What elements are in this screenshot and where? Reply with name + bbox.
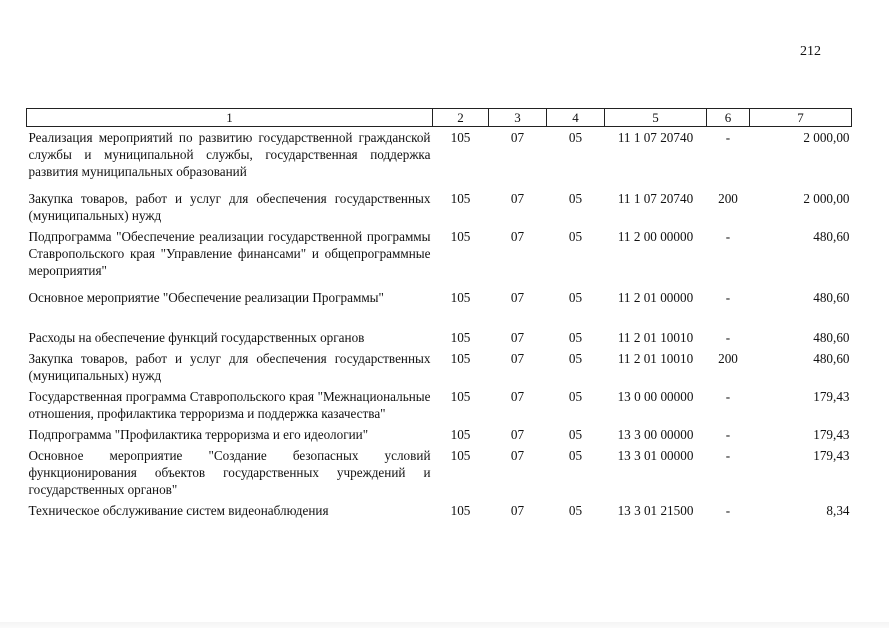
row-section: 07: [510, 351, 525, 366]
row-subsection: 05: [568, 389, 583, 404]
table-header: [27, 109, 852, 127]
table-row: [27, 127, 852, 189]
row-name: Подпрограмма "Обеспечение реализации государственной программы Ставропольского края "Управление финансами" и общепрограммные мероприятия": [28, 229, 431, 278]
row-name: Закупка товаров, работ и услуг для обеспечения государственных (муниципальных) нужд: [28, 351, 431, 383]
row-name: Основное мероприятие "Обеспечение реализации Программы": [28, 290, 384, 305]
row-subsection: 05: [568, 448, 583, 463]
row-ministry-code: 105: [450, 229, 471, 244]
row-expense-type: -: [725, 448, 731, 463]
header-col-2: 2: [433, 109, 489, 127]
row-subsection: 05: [568, 503, 583, 518]
header-col-4: 4: [547, 109, 605, 127]
row-name: Техническое обслуживание систем видеонаблюдения: [28, 503, 329, 518]
row-name: Основное мероприятие "Создание безопасных условий функционирования объектов государственных учреждений и государственных органов": [28, 448, 431, 497]
row-target-article: 13 3 01 21500: [617, 503, 694, 518]
row-expense-type: -: [725, 130, 731, 145]
table-row: [27, 386, 852, 424]
row-expense-type: -: [725, 330, 731, 345]
page-number: 212: [800, 44, 821, 59]
row-expense-type: -: [725, 389, 731, 404]
row-subsection: 05: [568, 130, 583, 145]
row-name: Расходы на обеспечение функций государственных органов: [28, 330, 365, 345]
row-subsection: 05: [568, 229, 583, 244]
row-expense-type: -: [725, 503, 731, 518]
table-row: [27, 348, 852, 386]
table-row: [27, 424, 852, 445]
row-ministry-code: 105: [450, 503, 471, 518]
row-ministry-code: 105: [450, 351, 471, 366]
row-target-article: 11 1 07 20740: [617, 130, 694, 145]
row-name: Закупка товаров, работ и услуг для обеспечения государственных (муниципальных) нужд: [28, 191, 431, 223]
row-target-article: 11 2 01 00000: [617, 290, 694, 305]
row-target-article: 11 2 01 10010: [617, 351, 694, 366]
row-subsection: 05: [568, 351, 583, 366]
table-row: [27, 287, 852, 327]
budget-table: [26, 108, 852, 521]
row-ministry-code: 105: [450, 191, 471, 206]
row-section: 07: [510, 191, 525, 206]
row-subsection: 05: [568, 191, 583, 206]
row-target-article: 11 2 01 10010: [617, 330, 694, 345]
row-ministry-code: 105: [450, 389, 471, 404]
row-amount: 179,43: [813, 427, 850, 442]
row-expense-type: 200: [718, 351, 738, 366]
row-ministry-code: 105: [450, 130, 471, 145]
row-target-article: 13 3 01 00000: [617, 448, 694, 463]
row-section: 07: [510, 448, 525, 463]
header-col-6: 6: [707, 109, 750, 127]
header-col-7: 7: [750, 109, 852, 127]
row-name: Реализация мероприятий по развитию государственной гражданской службы и муниципальной службы, государственная поддержка развития муниципальных образований: [28, 130, 431, 179]
row-expense-type: -: [725, 229, 731, 244]
row-amount: 480,60: [813, 351, 850, 366]
table-row: [27, 327, 852, 348]
header-col-5: 5: [605, 109, 707, 127]
row-ministry-code: 105: [450, 427, 471, 442]
header-col-1: 1: [27, 109, 433, 127]
row-expense-type: -: [725, 427, 731, 442]
row-section: 07: [510, 330, 525, 345]
row-target-article: 13 3 00 00000: [617, 427, 694, 442]
row-target-article: 13 0 00 00000: [617, 389, 694, 404]
table-row: [27, 445, 852, 500]
header-col-3: 3: [489, 109, 547, 127]
row-section: 07: [510, 229, 525, 244]
row-amount: 8,34: [826, 503, 850, 518]
row-ministry-code: 105: [450, 290, 471, 305]
row-amount: 179,43: [813, 448, 850, 463]
row-section: 07: [510, 389, 525, 404]
scan-edge-shadow: [0, 622, 889, 628]
row-amount: 2 000,00: [803, 191, 850, 206]
row-target-article: 11 2 00 00000: [617, 229, 694, 244]
row-name: Государственная программа Ставропольского края "Межнациональные отношения, профилактика терроризма и поддержка казачества": [28, 389, 431, 421]
row-amount: 179,43: [813, 389, 850, 404]
row-section: 07: [510, 290, 525, 305]
row-subsection: 05: [568, 427, 583, 442]
row-section: 07: [510, 427, 525, 442]
row-amount: 480,60: [813, 229, 850, 244]
row-amount: 480,60: [813, 330, 850, 345]
row-amount: 2 000,00: [803, 130, 850, 145]
row-expense-type: 200: [718, 191, 738, 206]
row-amount: 480,60: [813, 290, 850, 305]
table-row: [27, 188, 852, 226]
row-section: 07: [510, 503, 525, 518]
table-row: [27, 226, 852, 287]
row-ministry-code: 105: [450, 330, 471, 345]
row-target-article: 11 1 07 20740: [617, 191, 694, 206]
table-row: [27, 500, 852, 521]
row-subsection: 05: [568, 330, 583, 345]
row-name: Подпрограмма "Профилактика терроризма и его идеологии": [28, 427, 369, 442]
row-ministry-code: 105: [450, 448, 471, 463]
row-subsection: 05: [568, 290, 583, 305]
row-section: 07: [510, 130, 525, 145]
row-expense-type: -: [725, 290, 731, 305]
